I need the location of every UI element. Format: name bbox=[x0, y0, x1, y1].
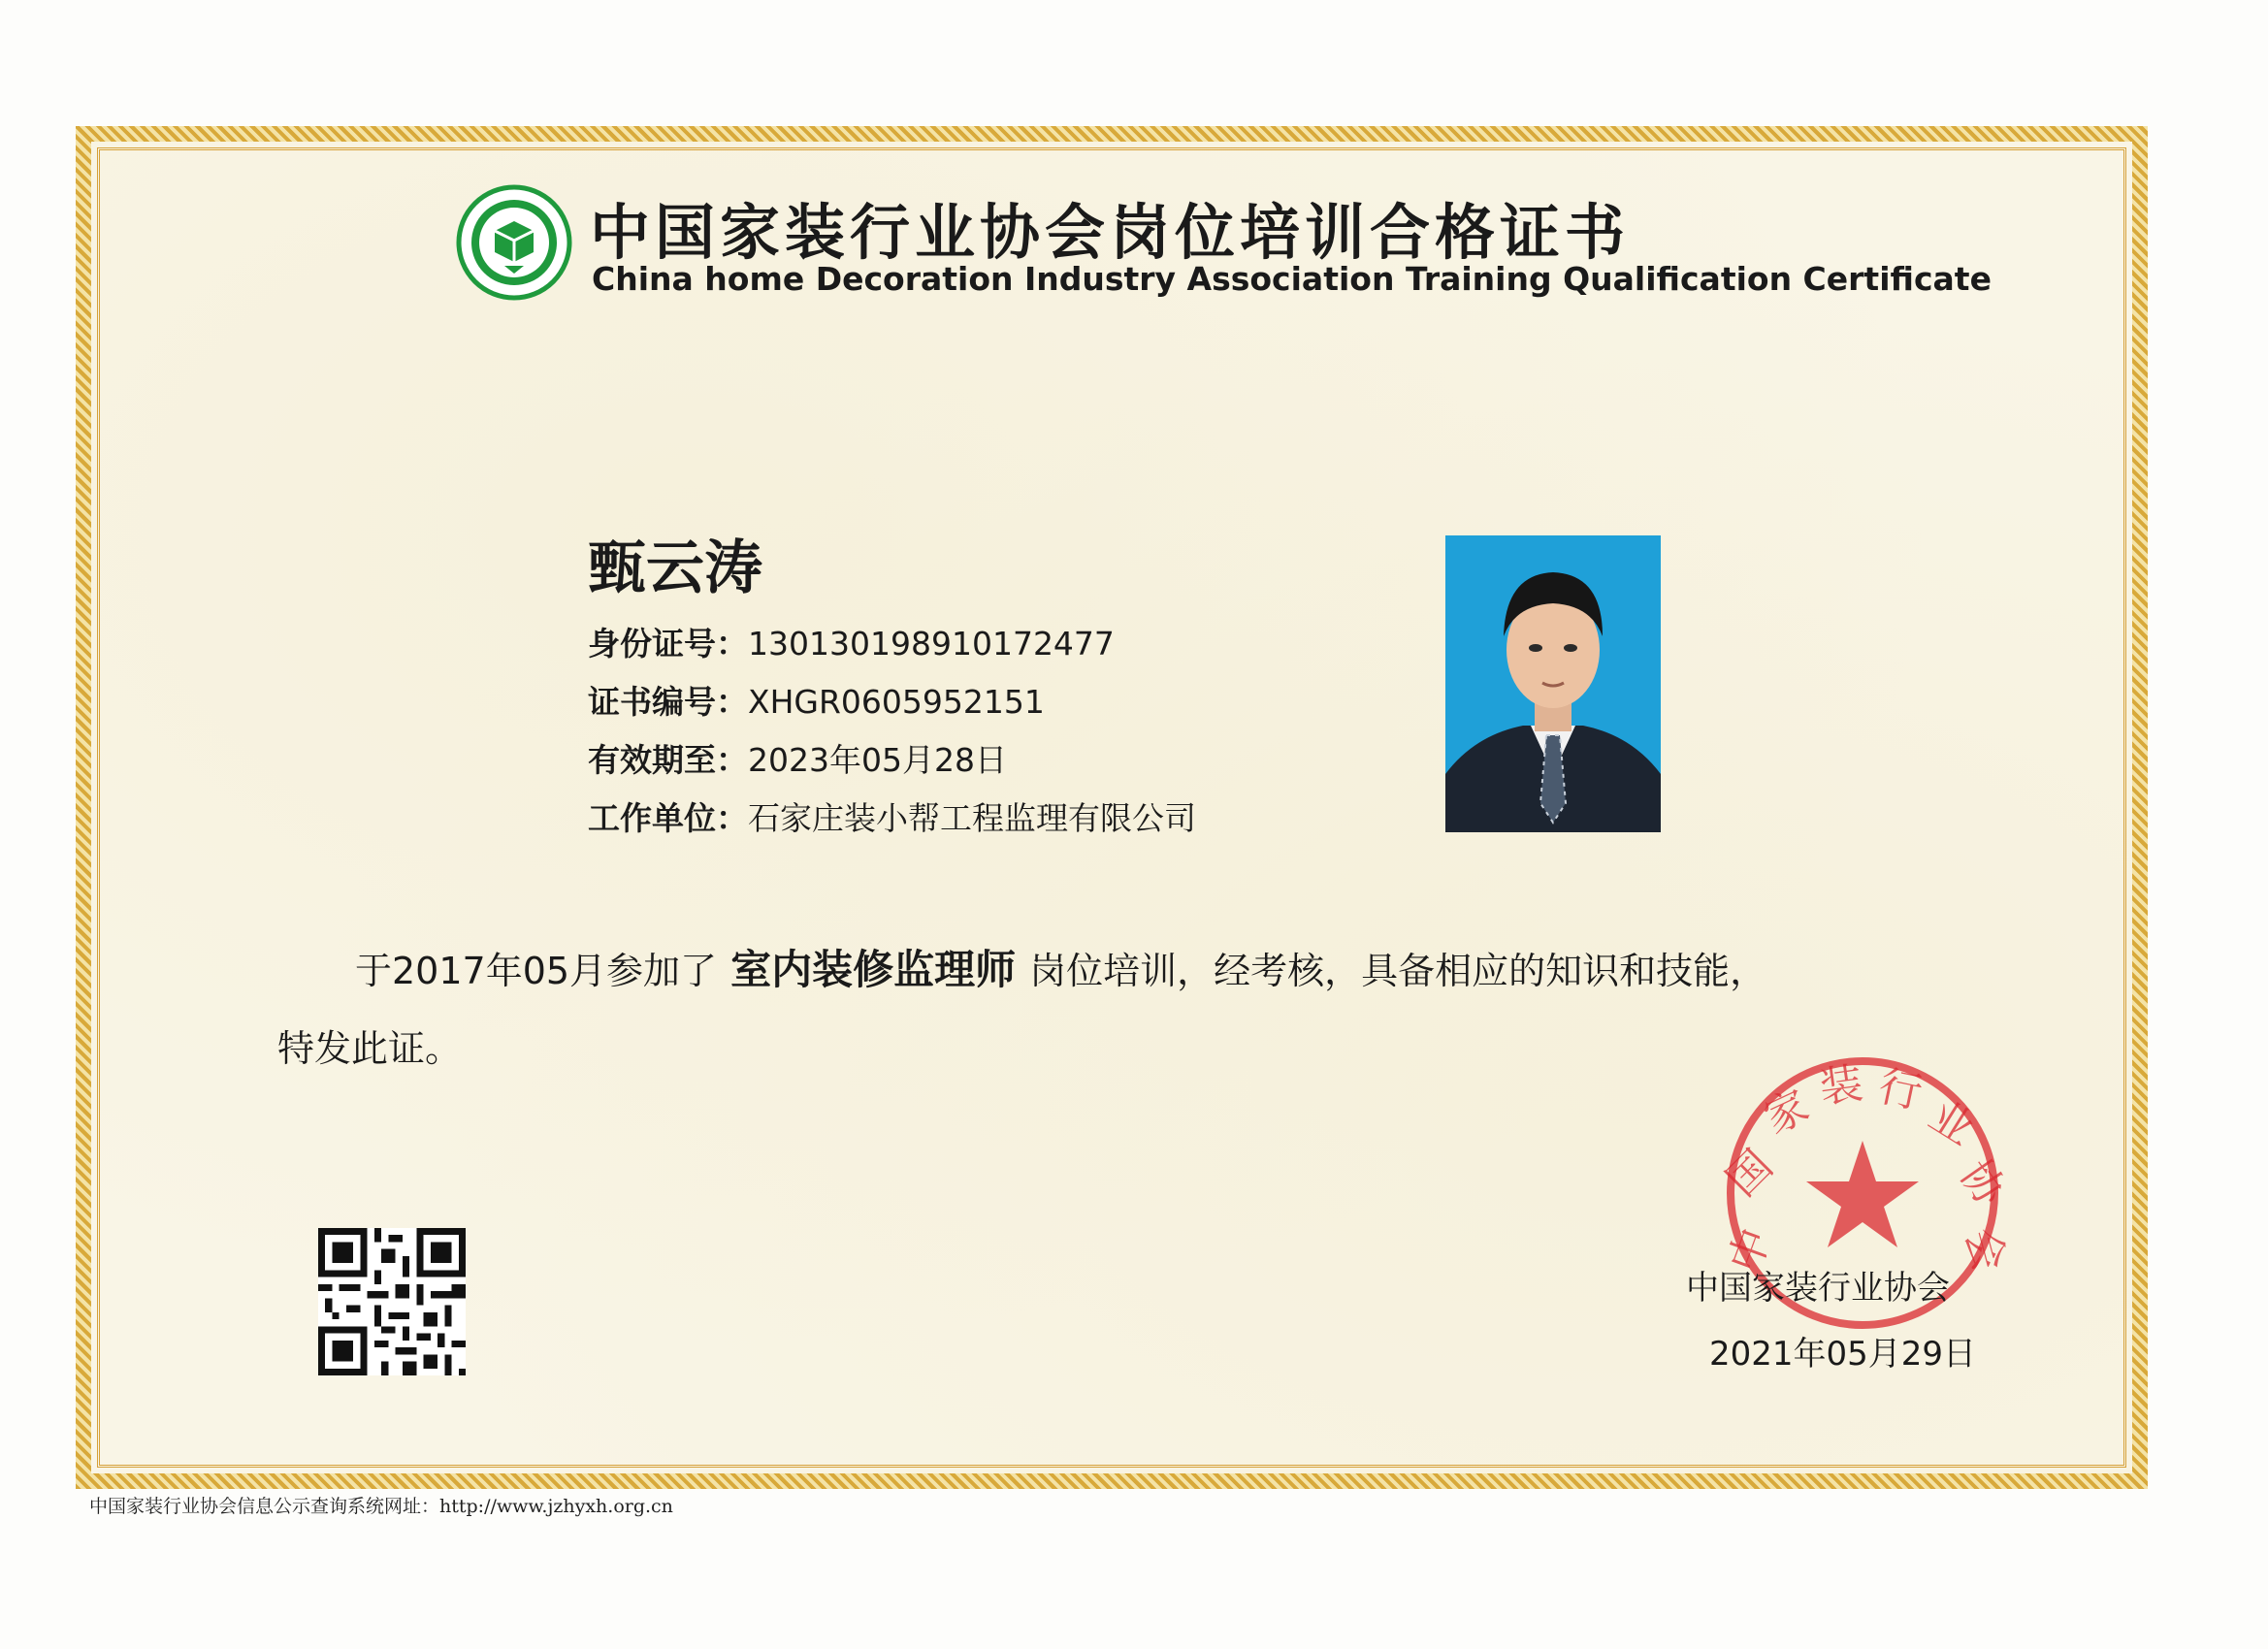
id-number-row bbox=[588, 619, 1115, 664]
association-logo-icon bbox=[456, 184, 572, 301]
statement-suffix: 岗位培训，经考核，具备相应的知识和技能， bbox=[1029, 950, 1767, 992]
id-number-label: 身份证号： bbox=[588, 625, 748, 663]
cert-number-value: XHGR0605952151 bbox=[748, 683, 1045, 721]
holder-name: 甄云涛 bbox=[588, 534, 762, 602]
employer-label: 工作单位： bbox=[588, 799, 748, 837]
certificate-title-cn: 中国家装行业协会岗位培训合格证书 bbox=[590, 197, 1631, 268]
svg-text:协: 协 bbox=[1950, 1151, 2016, 1215]
id-number-value: 130130198910172477 bbox=[748, 625, 1115, 663]
qr-code-icon bbox=[318, 1228, 466, 1375]
statement-closing: 特发此证。 bbox=[277, 1027, 463, 1070]
svg-text:家: 家 bbox=[1757, 1081, 1817, 1145]
cert-number-row bbox=[588, 677, 1045, 723]
issuer-name: 中国家装行业协会 bbox=[1686, 1269, 1950, 1308]
valid-until-row bbox=[588, 735, 1007, 781]
employer-value: 石家庄装小帮工程监理有限公司 bbox=[748, 799, 1196, 837]
svg-text:中: 中 bbox=[1719, 1221, 1781, 1279]
svg-text:国: 国 bbox=[1717, 1141, 1783, 1207]
statement-prefix: 于2017年05月参加了 bbox=[355, 950, 718, 992]
certificate-title-en: China home Decoration Industry Association Training Qualification Certificate bbox=[592, 260, 1992, 298]
svg-text:装: 装 bbox=[1816, 1058, 1866, 1114]
verification-url-note: 中国家装行业协会信息公示查询系统网址：http://www.jzhyxh.org.cn bbox=[89, 1496, 673, 1517]
valid-until-value: 2023年05月28日 bbox=[748, 741, 1007, 779]
valid-until-label: 有效期至： bbox=[588, 741, 748, 779]
holder-photo bbox=[1445, 535, 1661, 832]
certificate bbox=[76, 126, 2148, 1489]
svg-text:会: 会 bbox=[1955, 1222, 2015, 1277]
employer-row bbox=[588, 793, 1196, 839]
job-title: 室内装修监理师 bbox=[730, 946, 1017, 993]
svg-text:行: 行 bbox=[1874, 1061, 1927, 1119]
issue-date: 2021年05月29日 bbox=[1709, 1335, 1977, 1374]
cert-number-label: 证书编号： bbox=[588, 683, 748, 721]
svg-text:业: 业 bbox=[1920, 1090, 1983, 1155]
